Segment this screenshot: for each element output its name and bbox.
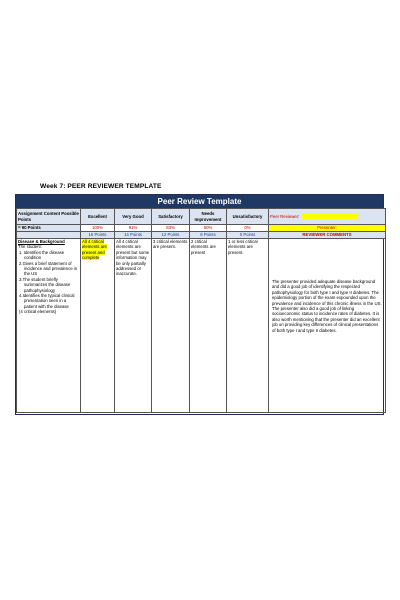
points-spacer xyxy=(17,232,81,239)
possible-points: = 90 Points xyxy=(17,225,81,232)
very-good-header: Very Good xyxy=(115,209,152,225)
reviewer-comment: The presenter provided adequate disease background and did a good job of identifying the respected pathophysiology for both type I and type II diabetes. The epidemiology portion of the exam expounded upon the prevalence and incidence of this chronic illness in the US. The presenter also did a good job of linking socioeconomic status to incidence rates of diabetes. It is also worth mentioning that the presenter did an excellent job on providing key differences of clinical presentations of both type I and type II diabetes. xyxy=(272,279,382,333)
satisfactory-level: 3 critical elements are present. xyxy=(152,239,190,413)
peer-reviewer-cell xyxy=(269,209,386,225)
peer-reviewer-label: Peer Reviewer: xyxy=(270,213,300,219)
criteria-item: 1. Identifies the disease condition xyxy=(19,249,65,261)
needs-improvement-points: 8 Points xyxy=(190,232,227,239)
criteria-item: 3.The student briefly summarizes the disease pathophysiology xyxy=(19,276,71,293)
satisfactory-header: Satisfactory xyxy=(152,209,190,225)
needs-improvement-percent: 50% xyxy=(190,225,227,232)
presenter-field[interactable]: Presenter: xyxy=(269,225,386,232)
criteria-item: 2.Gives a brief statement of incidence and prevalence in the US xyxy=(19,260,78,277)
percent-row xyxy=(17,225,386,232)
reviewer-comments-header: REVIEWER COMMENTS xyxy=(269,232,386,239)
header-row xyxy=(17,209,386,225)
excellent-header: Excellent xyxy=(81,209,115,225)
unsatisfactory-level: 1 or less critical elements are present. xyxy=(227,239,269,413)
criteria-item: 4.Identifies the typical clinical presentation seen in a patient with the disease xyxy=(19,293,75,309)
unsatisfactory-header: Unsatisfactory xyxy=(227,209,269,225)
satisfactory-percent: 83% xyxy=(152,225,190,232)
rubric-table xyxy=(16,208,386,413)
criteria-item: (4 critical elements) xyxy=(19,309,57,315)
criteria-cell xyxy=(17,239,81,413)
excellent-level xyxy=(81,239,115,413)
criteria-list xyxy=(18,250,79,315)
excellent-percent: 100% xyxy=(81,225,115,232)
very-good-points: 14 Points xyxy=(115,232,152,239)
needs-improvement-level: 2 critical elements are present xyxy=(190,239,227,413)
criteria-row xyxy=(17,239,386,413)
points-row xyxy=(17,232,386,239)
assignment-header: Assignment Content Possible Points xyxy=(17,209,81,225)
satisfactory-points: 12 Points xyxy=(152,232,190,239)
page-title: Week 7: PEER REVIEWER TEMPLATE xyxy=(40,183,162,190)
excellent-points: 15 Points xyxy=(81,232,115,239)
peer-reviewer-field[interactable] xyxy=(301,214,357,219)
needs-improvement-header: Needs Improvement xyxy=(190,209,227,225)
criteria-intro: The student: xyxy=(18,244,42,250)
very-good-percent: 91% xyxy=(115,225,152,232)
unsatisfactory-percent: 0% xyxy=(227,225,269,232)
unsatisfactory-points: 0 Points xyxy=(227,232,269,239)
reviewer-comment-cell[interactable] xyxy=(269,239,386,413)
template-banner: Peer Review Template xyxy=(16,195,383,208)
excellent-level-text: All 4 critical elements are present and complete xyxy=(82,239,107,261)
criteria-title: Disease & Background xyxy=(18,239,65,244)
peer-review-sheet xyxy=(15,194,384,415)
very-good-level: All 4 critical elements are present but some information may be only partially addressed or inaccurate. xyxy=(115,239,152,413)
